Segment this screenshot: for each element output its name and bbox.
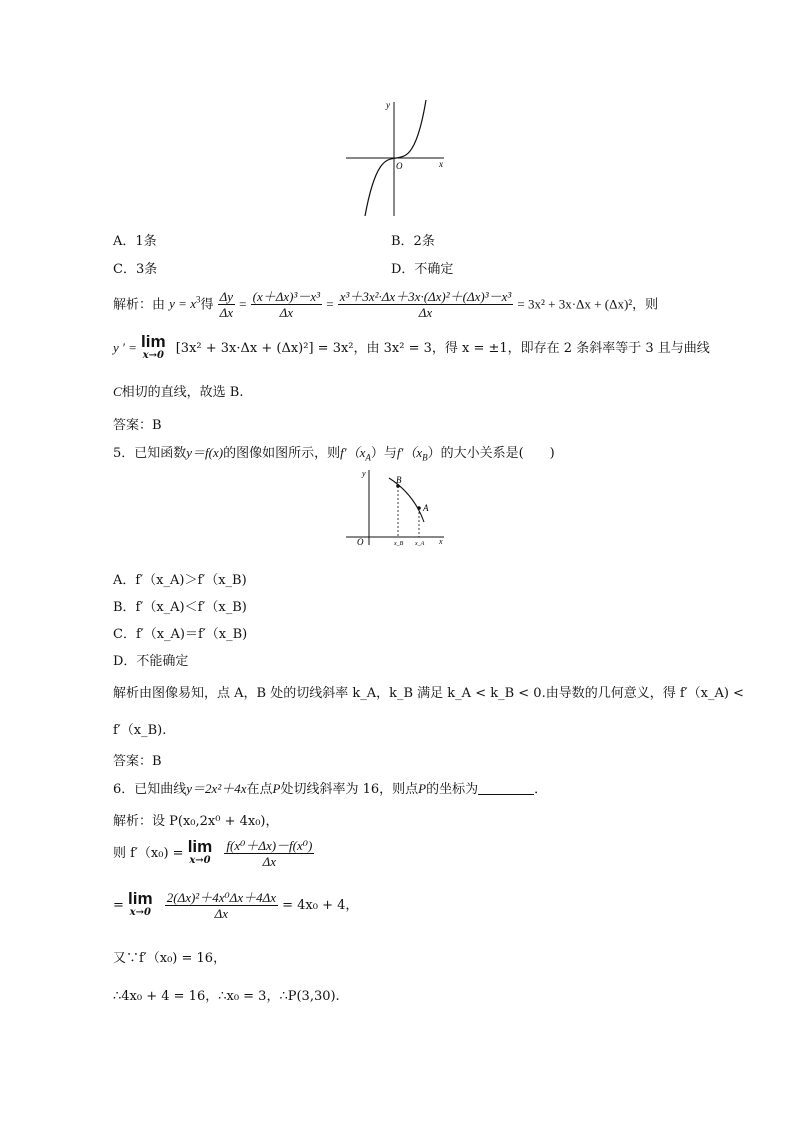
q6-solution-line1: 解析：设 P(x₀,2x⁰ + 4x₀)， xyxy=(113,814,279,829)
q5-answer: 答案：B xyxy=(113,754,162,769)
option-c: C．3条 xyxy=(113,262,158,277)
option-d: D．不确定 xyxy=(391,262,454,277)
q6-solution-line2: 则 f′（x₀) = lim x→0 $\frac{\text{f(x⁰＋Δx)－f(x⁰)}}{\Delta x}$ xyxy=(113,836,313,869)
limit-symbol: lim x→0 xyxy=(128,888,153,918)
curve xyxy=(389,478,424,522)
origin-label: O xyxy=(357,537,364,546)
label-b: B xyxy=(396,475,402,485)
solution-prefix: 解析：由 xyxy=(113,297,166,313)
conclusion-text: 相切的直线，故选 B. xyxy=(121,385,244,400)
y-prime: y ′ = xyxy=(113,340,137,355)
cubic-graph xyxy=(340,96,450,218)
q6-solution-line4: 又∵f′（x₀) = 16， xyxy=(113,951,227,966)
limit-symbol: lim x→0 xyxy=(187,836,213,866)
de-text: 得 xyxy=(200,297,214,313)
label-a: A xyxy=(423,503,429,513)
decreasing-graph xyxy=(340,466,450,546)
x-axis-label: x xyxy=(439,537,443,546)
q4-solution-line1: 解析：由 $y = x^3$得 $\frac{\Delta y}{\Delta x}$ = $\frac{\text{(x＋Δx)³－x³}}{\Delta x}$ = $\frac{\text{x³＋3x²·Δx＋3x·(Δx)²＋(Δx)³－x³}}{\Delta x}$ = 3x² + 3x·Δx + (Δx)²，则 xyxy=(113,289,659,321)
fraction-dy-dx: $\frac{\Delta y}{\Delta x}$ xyxy=(219,289,234,321)
limit-symbol: lim x→0 xyxy=(141,331,166,361)
option-a: A．1条 xyxy=(113,234,157,249)
q4-answer: 答案：B xyxy=(113,418,162,433)
derivative-fraction: $\frac{\text{f(x⁰＋Δx)－f(x⁰)}}{\Delta x}$ xyxy=(226,838,313,869)
curve-c: C xyxy=(113,384,122,399)
x-axis-label: x xyxy=(439,159,443,169)
q6-stem: 6．已知曲线y＝2x²＋4x在点P处切线斜率为 16，则点P的坐标为 ． xyxy=(113,781,548,797)
simplified-fraction: $\frac{\text{2(Δx)²＋4x⁰Δx＋4Δx}}{\Delta x}$ xyxy=(166,890,276,921)
function-lead: $y = x^3$ xyxy=(169,295,201,312)
q4-solution-line3 xyxy=(113,381,244,400)
rhs-text: = 3x² + 3x·Δx + (Δx)²，则 xyxy=(517,296,659,312)
y-axis-label: y xyxy=(362,469,366,478)
q5-option-d: D．不能确定 xyxy=(113,654,189,669)
q5-option-b: B．f′（x_A)＜f′（x_B) xyxy=(113,600,247,615)
limit-body: [3x² + 3x·Δx + (Δx)²] = 3x²，由 3x² = 3，得 x = ±1，即存在 2 条斜率等于 3 且与曲线 xyxy=(175,341,710,356)
q5-solution-line1: 解析由图像易知，点 A，B 处的切线斜率 k_A，k_B 满足 k_A < k_B < 0.由导数的几何意义，得 f′（x_A) < xyxy=(113,686,744,701)
q5-option-a: A．f′（x_A)＞f′（x_B) xyxy=(113,573,247,588)
q5-option-c: C．f′（x_A)＝f′（x_B) xyxy=(113,627,248,642)
option-b: B．2条 xyxy=(391,234,435,249)
y-axis-label: y xyxy=(386,100,390,110)
q5-stem: 5．已知函数y＝f(x)的图像如图所示，则$f'(x_A)$与$f'(x_B)$的大小关系是( ) xyxy=(113,445,555,463)
answer-blank[interactable] xyxy=(478,782,534,795)
tick-label-xb: x_B xyxy=(394,541,404,546)
q6-solution-line5: ∴4x₀ + 4 = 16，∴x₀ = 3，∴P(3,30). xyxy=(113,989,340,1004)
q4-solution-line2 xyxy=(113,333,710,364)
q6-solution-line3: = lim x→0 $\frac{\text{2(Δx)²＋4x⁰Δx＋4Δx}}{\Delta x}$ = 4x₀ + 4， xyxy=(113,888,359,921)
fraction-expansion: $\frac{\text{(x＋Δx)³－x³}}{\Delta x}$ xyxy=(252,289,321,321)
fraction-expanded: $\frac{\text{x³＋3x²·Δx＋3x·(Δx)²＋(Δx)³－x³}}{\Delta x}$ xyxy=(339,289,512,321)
q5-solution-line2: f′（x_B). xyxy=(113,723,167,738)
origin-label: O xyxy=(396,161,403,171)
tick-label-xa: x_A xyxy=(415,541,425,546)
